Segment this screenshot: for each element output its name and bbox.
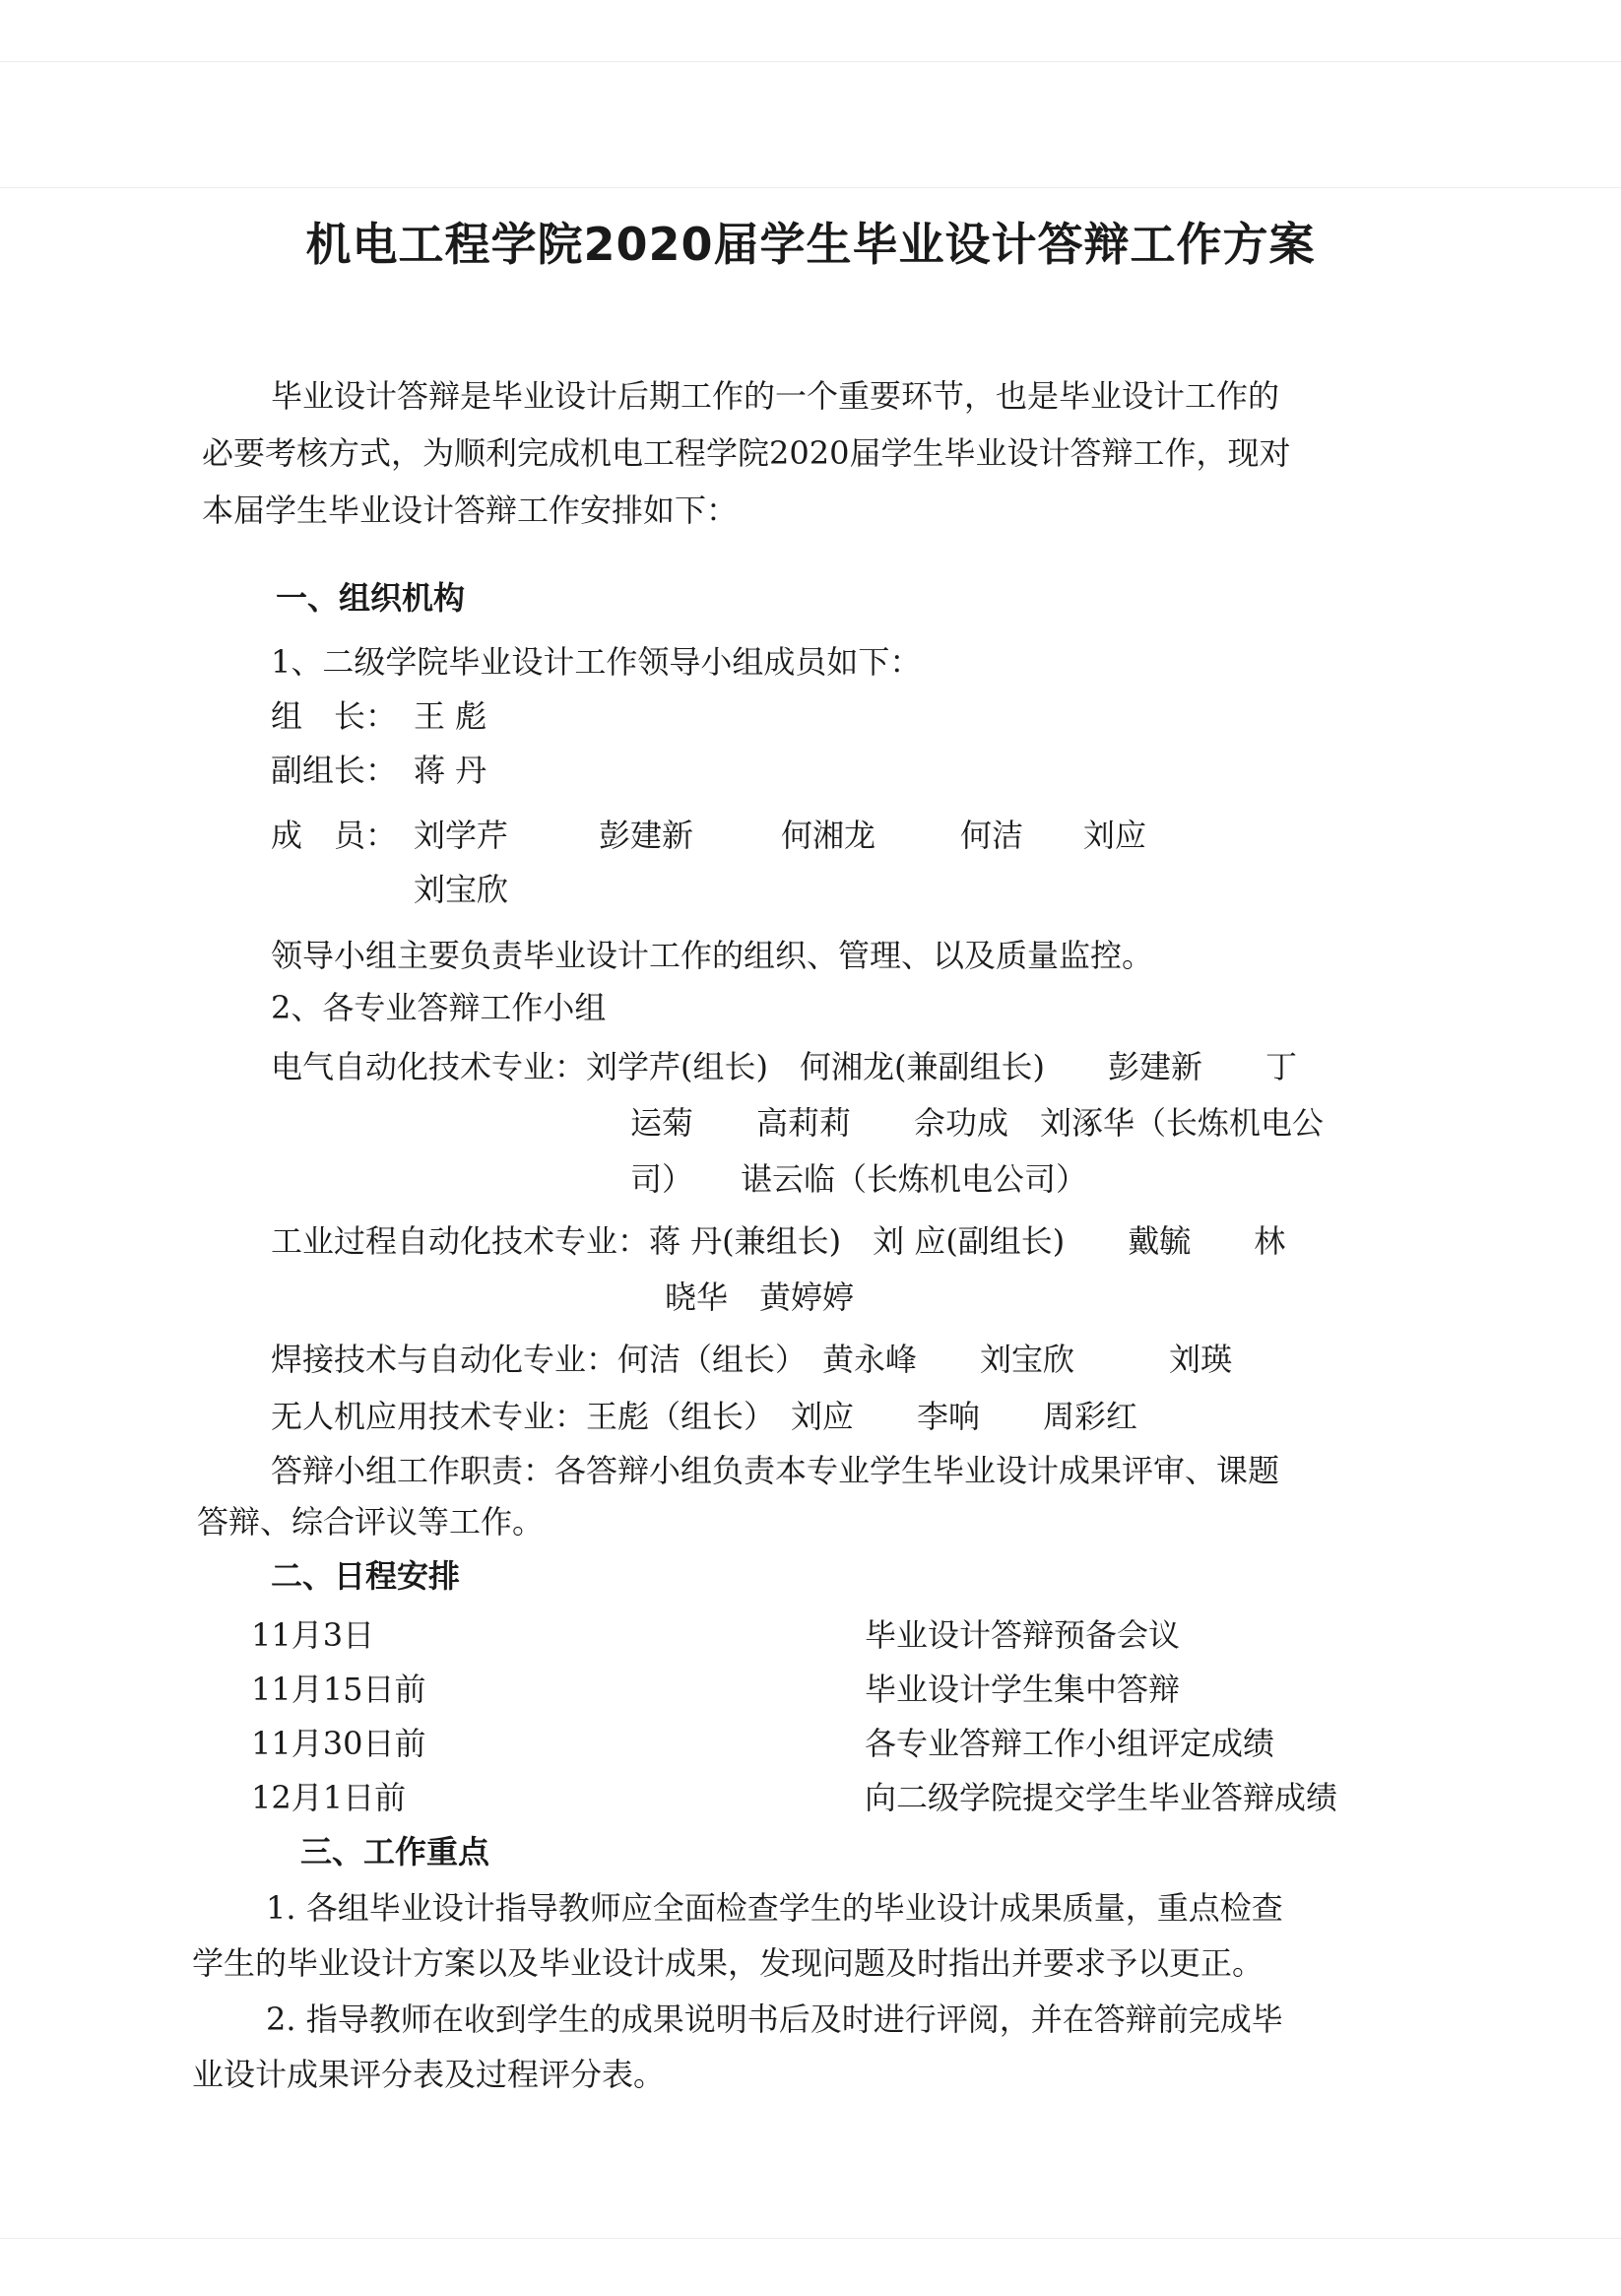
deputy-name: 蒋 丹 (414, 752, 487, 789)
group-duty-line: 答辩小组工作职责：各答辩小组负责本专业学生毕业设计成果评审、课题 (271, 1452, 1280, 1489)
leader-name: 王 彪 (414, 697, 487, 735)
member-name: 何湘龙 (781, 817, 876, 854)
group-line: 工业过程自动化技术专业：蒋 丹(兼组长) 刘 应(副组长) 戴毓 林 (271, 1222, 1286, 1260)
schedule-date: 11月3日 (251, 1616, 375, 1654)
group-line: 司） 谌云临（长炼机电公司） (630, 1160, 1088, 1198)
document-title: 机电工程学院2020届学生毕业设计答辩工作方案 (305, 218, 1316, 271)
subsection-heading: 2、各专业答辩工作小组 (271, 989, 607, 1026)
leader-label: 组 长： (271, 697, 398, 735)
schedule-date: 12月1日前 (251, 1779, 407, 1816)
schedule-event: 毕业设计答辩预备会议 (865, 1616, 1181, 1654)
schedule-date: 11月30日前 (251, 1725, 426, 1762)
schedule-event: 毕业设计学生集中答辩 (865, 1671, 1181, 1708)
schedule-event: 各专业答辩工作小组评定成绩 (865, 1725, 1275, 1762)
intro-line: 本届学生毕业设计答辩工作安排如下： (202, 492, 739, 529)
subsection-heading: 1、二级学院毕业设计工作领导小组成员如下： (271, 643, 922, 681)
leader-group-duty: 领导小组主要负责毕业设计工作的组织、管理、以及质量监控。 (271, 937, 1154, 974)
work-point-line: 学生的毕业设计方案以及毕业设计成果，发现问题及时指出并要求予以更正。 (192, 1944, 1264, 1982)
work-point-line: 2. 指导教师在收到学生的成果说明书后及时进行评阅，并在答辩前完成毕 (266, 2001, 1283, 2038)
work-point-line: 业设计成果评分表及过程评分表。 (192, 2056, 666, 2093)
scan-artifact-line (0, 187, 1621, 188)
member-name: 何洁 (960, 817, 1024, 854)
group-line: 无人机应用技术专业：王彪（组长） 刘应 李响 周彩红 (271, 1398, 1138, 1435)
group-line: 焊接技术与自动化专业：何洁（组长） 黄永峰 刘宝欣 刘瑛 (271, 1341, 1233, 1378)
member-name: 彭建新 (599, 817, 694, 854)
group-line: 运菊 高莉莉 佘功成 刘涿华（长炼机电公 (630, 1104, 1325, 1142)
section-heading: 二、日程安排 (271, 1557, 461, 1595)
member-name: 刘学芹 (414, 817, 509, 854)
intro-line: 毕业设计答辩是毕业设计后期工作的一个重要环节，也是毕业设计工作的 (271, 377, 1280, 415)
group-duty-line: 答辩、综合评议等工作。 (197, 1503, 545, 1541)
section-heading: 三、工作重点 (300, 1833, 490, 1870)
schedule-event: 向二级学院提交学生毕业答辩成绩 (865, 1779, 1338, 1816)
schedule-date: 11月15日前 (251, 1671, 426, 1708)
work-point-line: 1. 各组毕业设计指导教师应全面检查学生的毕业设计成果质量，重点检查 (266, 1889, 1283, 1927)
members-label: 成 员： (271, 817, 398, 854)
scan-artifact-line (0, 61, 1621, 62)
member-name: 刘应 (1083, 817, 1147, 854)
group-line: 晓华 黄婷婷 (665, 1279, 855, 1316)
group-line: 电气自动化技术专业：刘学芹(组长) 何湘龙(兼副组长) 彭建新 丁 (271, 1048, 1297, 1085)
deputy-label: 副组长： (271, 752, 398, 789)
member-name: 刘宝欣 (414, 871, 509, 908)
scan-artifact-line (0, 2238, 1621, 2239)
intro-line: 必要考核方式，为顺利完成机电工程学院2020届学生毕业设计答辩工作，现对 (202, 434, 1291, 472)
section-heading: 一、组织机构 (276, 579, 466, 617)
